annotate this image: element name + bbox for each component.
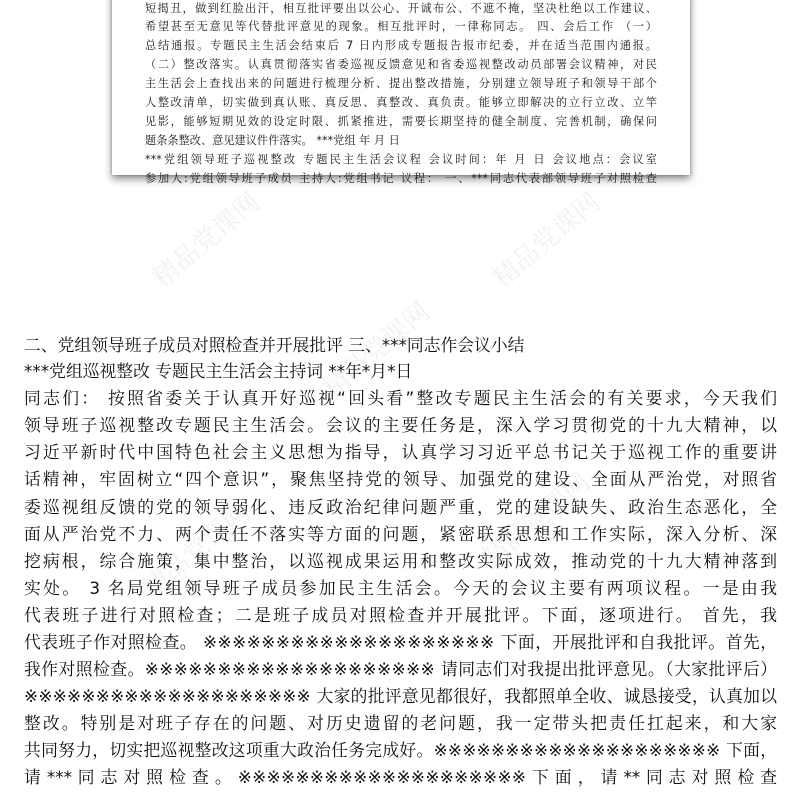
body-line: 面从严治党不力、两个责任不落实等方面的问题，紧密联系思想和工作实际，深入分析、深 — [24, 524, 777, 544]
body-line: 我作对照检查。※※※※※※※※※※※※※※※※※※※※ 请同志们对我提出批评意见。（大家批评后） — [24, 659, 777, 679]
watermark: 精品党课网 — [317, 297, 437, 404]
preview-line: 短揭丑，做到红脸出汗，相互批评要出以公心、开诚布公、不遮不掩，坚决杜绝以工作建议、 — [145, 2, 657, 15]
body-line: 习近平新时代中国特色社会主义思想为指导，认真学习习近平总书记关于巡视工作的重要讲 — [24, 442, 777, 462]
body-line: 同志们： 按照省委关于认真开好巡视“回头看”整改专题民主生活会的有关要求，今天我们 — [24, 388, 777, 408]
body-line: 委巡视组反馈的党的领导弱化、违反政治纪律问题严重，党的建设缺失、政治生态恶化，全 — [24, 497, 777, 517]
body-line: ※※※※※※※※※※※※※※※※※※※※ 大家的批评意见都很好，我都照单全收、诚恳接受，认真加以 — [24, 686, 777, 706]
preview-line: ***党组领导班子巡视整改 专题民主生活会议程 会议时间：年 月 日 会议地点：会议室 — [145, 153, 657, 166]
body-line: 挖病根，综合施策，集中整治，以巡视成果运用和整改实际成效，推动党的十九大精神落到 — [24, 551, 777, 571]
preview-line: （二）整改落实。认真贯彻落实省委巡视反馈意见和省委巡视整改动员部署会议精神，对民 — [145, 58, 657, 71]
preview-line: 见影，能够短期见效的设定时限、抓紧推进，需要长期坚持的健全制度、完善机制，确保问 — [145, 115, 657, 128]
body-line: ***党组巡视整改 专题民主生活会主持词 **年*月*日 — [24, 361, 413, 381]
body-line: 共同努力，切实把巡视整改这项重大政治任务完成好。※※※※※※※※※※※※※※※※※※※※ 下面， — [24, 740, 777, 760]
watermark: 精品党课网 — [487, 187, 607, 294]
preview-line: 人整改清单，切实做到真认账、真反思、真整改、真负责。能够立即解决的立行立改、立竿 — [145, 96, 657, 109]
body-line: 实处。 3 名局党组领导班子成员参加民主生活会。今天的会议主要有两项议程。一是由我 — [24, 578, 777, 598]
preview-line: 主生活会上查找出来的问题进行梳理分析、提出整改措施，分别建立领导班子和领导干部个 — [145, 77, 657, 90]
watermark: 精品党课网 — [477, 467, 597, 574]
body-line: 整改。特别是对班子存在的问题、对历史遗留的老问题，我一定带头把责任扛起来，和大家 — [24, 713, 777, 733]
preview-line: 题条条整改、意见建议件件落实。 ***党组 年 月 日 — [145, 134, 400, 147]
body-line: 请 *** 同 志 对 照 检 查 。 ※※※※※※※※※※※※※※※※※※※※ 下 面 ， 请 ** 同 志 对 照 检 查 — [24, 767, 777, 787]
document-preview-card — [112, 0, 690, 185]
preview-line: 总结通报。专题民主生活会结束后 7 日内形成专题报告报市纪委，并在适当范围内通报。 — [145, 39, 657, 52]
body-line: 领导班子巡视整改专题民主生活会。会议的主要任务是，深入学习贯彻党的十九大精神，以 — [24, 415, 777, 435]
preview-line: 参加人:党组领导班子成员 主持人:党组书记 议程： 一、***同志代表部领导班子对照检查 — [145, 172, 657, 185]
body-line: 二、党组领导班子成员对照检查并开展批评 三、***同志作会议小结 — [24, 335, 525, 355]
watermark: 精品党课网 — [147, 187, 267, 294]
body-line: 代表班子进行对照检查；二是班子成员对照检查并开展批评。下面，逐项进行。 首先，我 — [24, 605, 777, 625]
preview-line: 希望甚至无意见等代替批评意见的现象。相互批评时，一律称同志。 四、会后工作 （一） — [145, 20, 657, 33]
body-line: 话精神，牢固树立“四个意识”，聚焦坚持党的领导、加强党的建设、全面从严治党，对照省 — [24, 469, 777, 489]
watermark: 精品党课网 — [137, 497, 257, 604]
body-line: 代表班子作对照检查。 ※※※※※※※※※※※※※※※※※※※※ 下面，开展批评和自我批评。首先， — [24, 632, 777, 652]
